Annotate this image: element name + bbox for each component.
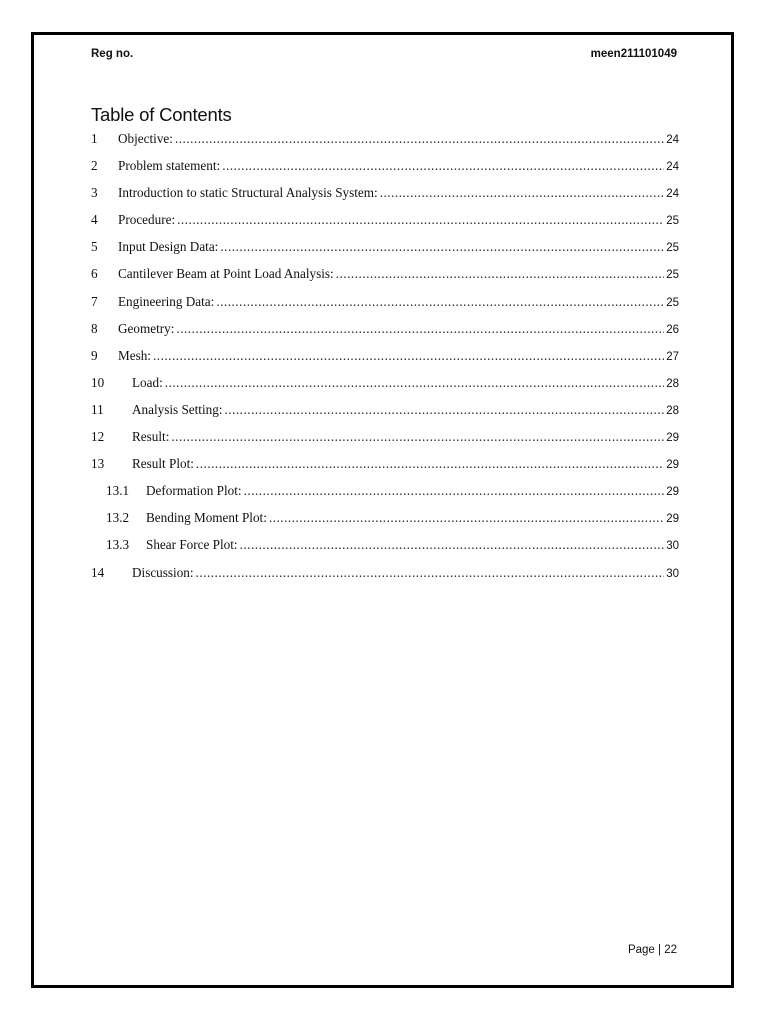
- toc-entry-title: Deformation Plot:: [146, 483, 242, 499]
- toc-entry-number: 3: [91, 185, 98, 201]
- toc-dot-leader: [196, 563, 665, 583]
- toc-dot-leader: [175, 129, 664, 149]
- toc-entry-number: 4: [91, 212, 98, 228]
- toc-entry-title: Result:: [132, 429, 170, 445]
- toc-entry-title: Cantilever Beam at Point Load Analysis:: [118, 266, 334, 282]
- toc-entry-number: 13.3: [106, 537, 130, 553]
- toc-dot-leader: [224, 400, 664, 420]
- toc-entry-page: 28: [666, 377, 679, 390]
- toc-title: Table of Contents: [91, 104, 232, 125]
- toc-entry-page: 28: [666, 404, 679, 417]
- toc-entry[interactable]: [91, 292, 679, 319]
- toc-entry-page: 30: [666, 540, 679, 553]
- toc-entry-page: 25: [666, 242, 679, 255]
- toc-entry-title: Bending Moment Plot:: [146, 510, 267, 526]
- toc-dot-leader: [153, 346, 664, 366]
- toc-entry-page: 29: [666, 513, 679, 526]
- toc-dot-leader: [176, 319, 664, 339]
- toc-entry[interactable]: [91, 373, 679, 400]
- toc-entry-title: Discussion:: [132, 564, 194, 580]
- toc-entry-page: 30: [666, 567, 679, 580]
- toc-entry-number: 13.2: [106, 510, 130, 526]
- toc-entry-title: Introduction to static Structural Analysis System:: [118, 185, 378, 201]
- toc-dot-leader: [269, 508, 664, 528]
- toc-dot-leader: [171, 427, 664, 447]
- toc-entry-title: Result Plot:: [132, 456, 194, 472]
- toc-entry-page: 25: [666, 215, 679, 228]
- toc-entry-page: 24: [666, 134, 679, 146]
- toc-dot-leader: [240, 535, 665, 555]
- toc-entry[interactable]: [91, 508, 679, 535]
- toc-dot-leader: [244, 481, 665, 501]
- toc-entry-title: Problem statement:: [118, 158, 221, 174]
- toc-entry-number: 5: [91, 239, 98, 255]
- toc-entry-number: 13: [91, 456, 105, 472]
- toc-entry-page: 24: [666, 188, 679, 201]
- reg-number: meen211101049: [590, 48, 677, 60]
- toc-entry[interactable]: [91, 535, 679, 562]
- toc-entry[interactable]: [91, 319, 679, 346]
- toc-entry-number: 8: [91, 320, 98, 336]
- toc-entry-number: 10: [91, 374, 105, 390]
- toc-dot-leader: [336, 264, 664, 284]
- toc-entry-page: 26: [666, 323, 679, 336]
- toc-entry-title: Load:: [132, 374, 163, 390]
- toc-entry-title: Procedure:: [118, 212, 176, 228]
- toc-dot-leader: [380, 183, 665, 203]
- toc-dot-leader: [220, 237, 664, 257]
- toc-entry-number: 7: [91, 293, 98, 309]
- toc-entry-title: Mesh:: [118, 347, 151, 363]
- toc-entry-page: 25: [666, 269, 679, 282]
- toc-dot-leader: [177, 210, 664, 230]
- toc-entry-page: 27: [666, 350, 679, 363]
- toc-entry[interactable]: [91, 563, 679, 590]
- toc-entry-number: 2: [91, 158, 98, 174]
- toc-dot-leader: [216, 292, 664, 312]
- toc-entry-number: 9: [91, 347, 98, 363]
- toc-entry[interactable]: [91, 183, 679, 210]
- toc-entry-title: Input Design Data:: [118, 239, 219, 255]
- toc-entry[interactable]: [91, 210, 679, 237]
- toc-entry[interactable]: [91, 129, 679, 156]
- toc-entry-page: 29: [666, 459, 679, 472]
- toc-entry-number: 1: [91, 131, 98, 146]
- toc-entry[interactable]: [91, 481, 679, 508]
- toc-entry-title: Analysis Setting:: [132, 401, 223, 417]
- toc-entry-title: Geometry:: [118, 320, 175, 336]
- toc-entry-number: 11: [91, 401, 104, 417]
- toc-entry-number: 13.1: [106, 483, 130, 499]
- toc-entry-number: 6: [91, 266, 98, 282]
- toc-entry-page: 29: [666, 432, 679, 445]
- toc-entry[interactable]: [91, 400, 679, 427]
- toc-entry-page: 29: [666, 486, 679, 499]
- toc-entry-page: 25: [666, 296, 679, 309]
- toc-entry-number: 14: [91, 564, 105, 580]
- toc-entry[interactable]: [91, 346, 679, 373]
- toc-entry-page: 24: [666, 161, 679, 174]
- reg-no-label: Reg no.: [91, 48, 134, 60]
- toc-entry[interactable]: [91, 156, 679, 183]
- toc-entry[interactable]: [91, 427, 679, 454]
- page-number: Page | 22: [627, 944, 677, 956]
- toc-entry-title: Shear Force Plot:: [146, 537, 238, 553]
- toc-entry[interactable]: [91, 237, 679, 264]
- page-header: [91, 48, 677, 60]
- toc-entry[interactable]: [91, 454, 679, 481]
- toc-dot-leader: [222, 156, 664, 176]
- toc-list: [91, 129, 679, 590]
- toc-entry-title: Engineering Data:: [118, 293, 215, 309]
- toc-entry-title: Objective:: [118, 131, 173, 146]
- toc-entry[interactable]: [91, 264, 679, 291]
- toc-entry-number: 12: [91, 429, 105, 445]
- toc-dot-leader: [196, 454, 664, 474]
- toc-dot-leader: [165, 373, 664, 393]
